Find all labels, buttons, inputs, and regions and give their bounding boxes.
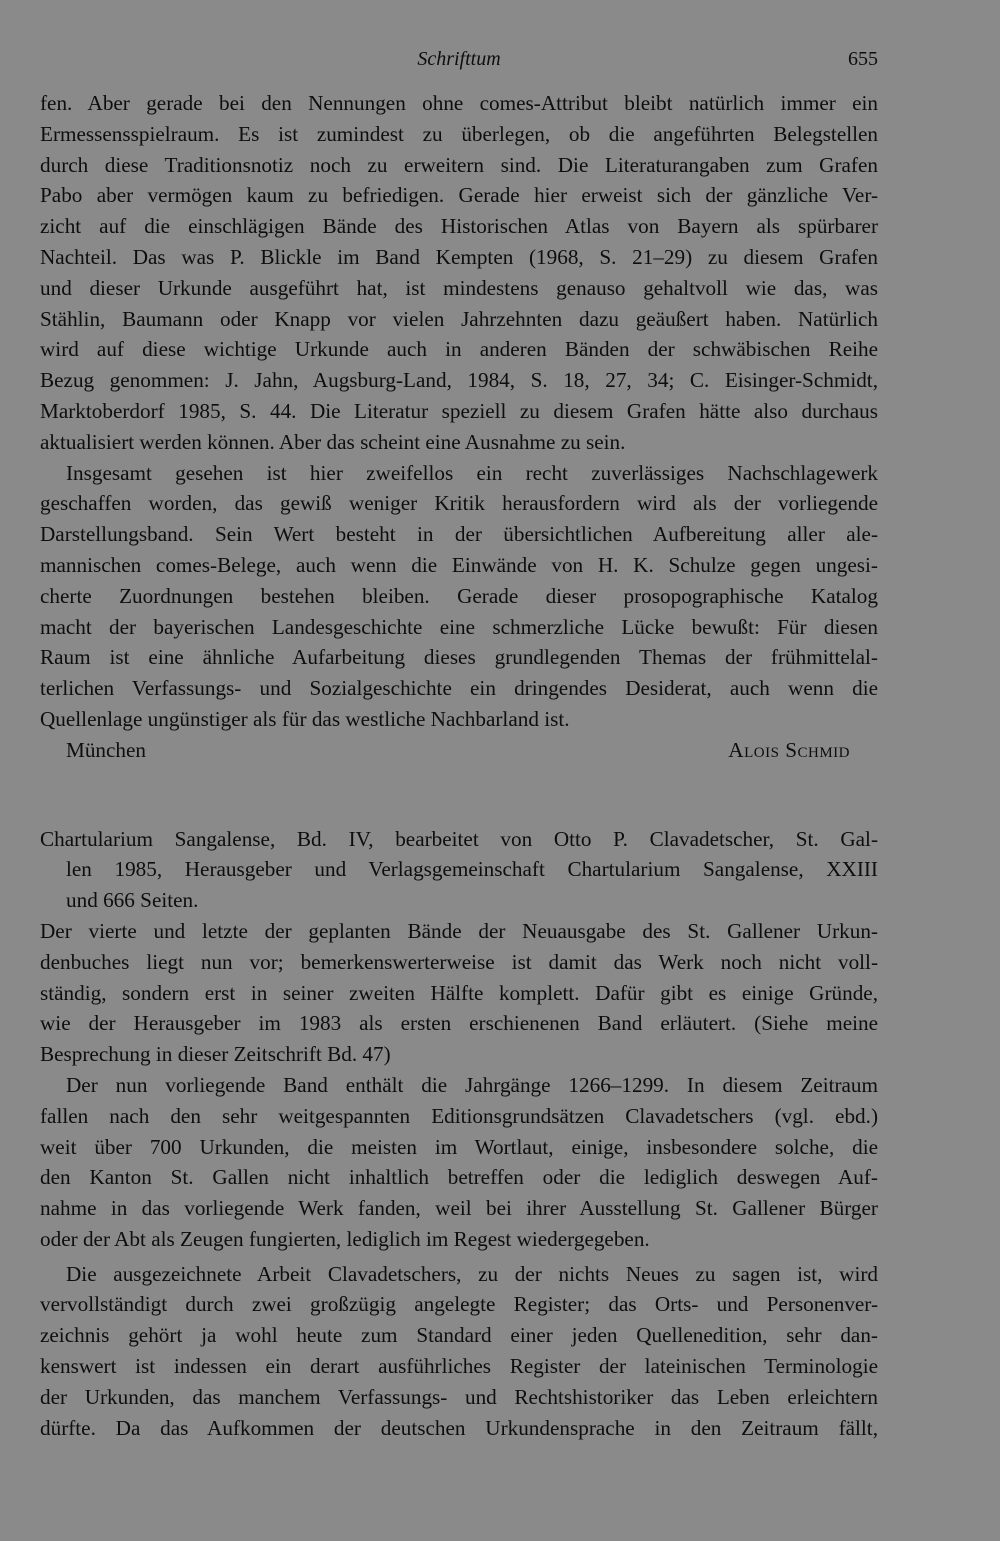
section-spacer — [40, 766, 878, 824]
text-line: fen. Aber gerade bei den Nennungen ohne comes-Attribut bleibt natürlich immer ein — [40, 91, 878, 115]
text-line: Nachteil. Das was P. Blickle im Band Kempten (1968, S. 21–29) zu diesem Grafen — [40, 244, 878, 269]
text-line: Stählin, Baumann oder Knapp vor vielen Jahrzehnten dazu geäußert haben. Natürlich — [40, 306, 878, 331]
heading-line: len 1985, Herausgeber und Verlagsgemeinschaft Chartularium Sangalense, XXIII — [66, 857, 878, 882]
text-line: macht der bayerischen Landesgeschichte eine schmerzliche Lücke bewußt: Für diesen — [40, 614, 878, 639]
review-2-body — [40, 824, 878, 1444]
running-title: Schrifttum — [417, 48, 501, 70]
text-line: weit über 700 Urkunden, die meisten im Wortlaut, einige, insbesondere solche, die — [40, 1134, 878, 1159]
text-line: Ermessensspielraum. Es ist zumindest zu überlegen, ob die angeführten Belegstellen — [40, 121, 878, 146]
text-line: wie der Herausgeber im 1983 als ersten erschienenen Band erläutert. (Siehe meine — [40, 1011, 878, 1036]
text-line: kenswert ist indessen ein derart ausführliches Register der lateinischen Terminologie — [40, 1354, 878, 1379]
review-2-paragraph-1 — [40, 916, 878, 1070]
text-line: Darstellungsband. Sein Wert besteht in der übersichtlichen Aufbereitung aller ale- — [40, 522, 878, 547]
text-line: ständig, sondern erst in seiner zweiten Hälfte komplett. Dafür gibt es einige Gründe, — [40, 980, 878, 1005]
review-1-body — [40, 88, 878, 735]
text-line: Die ausgezeichnete Arbeit Clavadetschers, zu der nichts Neues zu sagen ist, wird — [66, 1261, 878, 1286]
text-line: Besprechung in dieser Zeitschrift Bd. 47) — [40, 1042, 391, 1067]
text-line: der Urkunden, das manchem Verfassungs- und Rechtshistoriker das Leben erleichtern — [40, 1384, 878, 1409]
signature-place: München — [66, 737, 147, 762]
review-2-paragraph-3 — [40, 1259, 878, 1444]
text-line: Quellenlage ungünstiger als für das westliche Nachbarland ist. — [40, 706, 570, 731]
text-line: aktualisiert werden können. Aber das scheint eine Ausnahme zu sein. — [40, 429, 626, 454]
text-line: mannischen comes-Belege, auch wenn die Einwände von H. K. Schulze gegen ungesi- — [40, 552, 878, 577]
text-line: fallen nach den sehr weitgespannten Editionsgrundsätzen Clavadetschers (vgl. ebd.) — [40, 1103, 878, 1128]
running-head — [40, 40, 878, 80]
text-line: zicht auf die einschlägigen Bände des Historischen Atlas von Bayern als spürbarer — [40, 214, 878, 239]
text-line: Marktoberdorf 1985, S. 44. Die Literatur speziell zu diesem Grafen hätte also durchaus — [40, 398, 878, 423]
text-line: durch diese Traditionsnotiz noch zu erweitern sind. Die Literaturangaben zum Grafen — [40, 152, 878, 177]
review-1-paragraph-1 — [40, 88, 878, 458]
review-1-signature — [40, 735, 878, 766]
text-line: oder der Abt als Zeugen fungierten, lediglich im Regest wiedergegeben. — [40, 1226, 650, 1251]
text-line: Pabo aber vermögen kaum zu befriedigen. Gerade hier erweist sich der gänzliche Ver- — [40, 183, 878, 208]
review-1-paragraph-2 — [40, 458, 878, 735]
text-line: den Kanton St. Gallen nicht inhaltlich betreffen oder die lediglich deswegen Auf- — [40, 1165, 878, 1190]
review-2-heading — [40, 824, 878, 916]
signature-author: Alois Schmid — [728, 737, 850, 762]
text-line: Bezug genommen: J. Jahn, Augsburg-Land, 1984, S. 18, 27, 34; C. Eisinger-Schmidt, — [40, 368, 878, 393]
heading-line: Chartularium Sangalense, Bd. IV, bearbeitet von Otto P. Clavadetscher, St. Gal- — [40, 826, 878, 851]
text-line: nahme in das vorliegende Werk fanden, weil bei ihrer Ausstellung St. Gallener Bürger — [40, 1196, 878, 1221]
text-line: Raum ist eine ähnliche Aufarbeitung dieses grundlegenden Themas der frühmittelal- — [40, 645, 878, 670]
text-line: terlichen Verfassungs- und Sozialgeschichte ein dringendes Desiderat, auch wenn die — [40, 676, 878, 701]
text-line: vervollständigt durch zwei großzügig angelegte Register; das Orts- und Personenver- — [40, 1292, 878, 1317]
text-line: geschaffen worden, das gewiß weniger Kritik herausfordern wird als der vorliegende — [40, 491, 878, 516]
heading-line: und 666 Seiten. — [66, 888, 199, 913]
review-2-paragraph-2 — [40, 1070, 878, 1255]
text-line: und dieser Urkunde ausgeführt hat, ist mindestens genauso gehaltvoll wie das, was — [40, 275, 878, 300]
text-line: cherte Zuordnungen bestehen bleiben. Gerade dieser prosopographische Katalog — [40, 583, 878, 608]
page — [40, 40, 878, 1500]
text-line: wird auf diese wichtige Urkunde auch in anderen Bänden der schwäbischen Reihe — [40, 337, 878, 362]
page-number: 655 — [848, 48, 878, 70]
text-line: Insgesamt gesehen ist hier zweifellos ein recht zuverlässiges Nachschlagewerk — [66, 460, 878, 485]
text-line: denbuches liegt nun vor; bemerkenswerterweise ist damit das Werk noch nicht voll- — [40, 949, 878, 974]
text-line: dürfte. Da das Aufkommen der deutschen Urkundensprache in den Zeitraum fällt, — [40, 1415, 878, 1440]
text-line: zeichnis gehört ja wohl heute zum Standard einer jeden Quellenedition, sehr dan- — [40, 1323, 878, 1348]
text-line: Der vierte und letzte der geplanten Bände der Neuausgabe des St. Gallener Urkun- — [40, 918, 878, 943]
text-line: Der nun vorliegende Band enthält die Jahrgänge 1266–1299. In diesem Zeitraum — [66, 1072, 878, 1097]
